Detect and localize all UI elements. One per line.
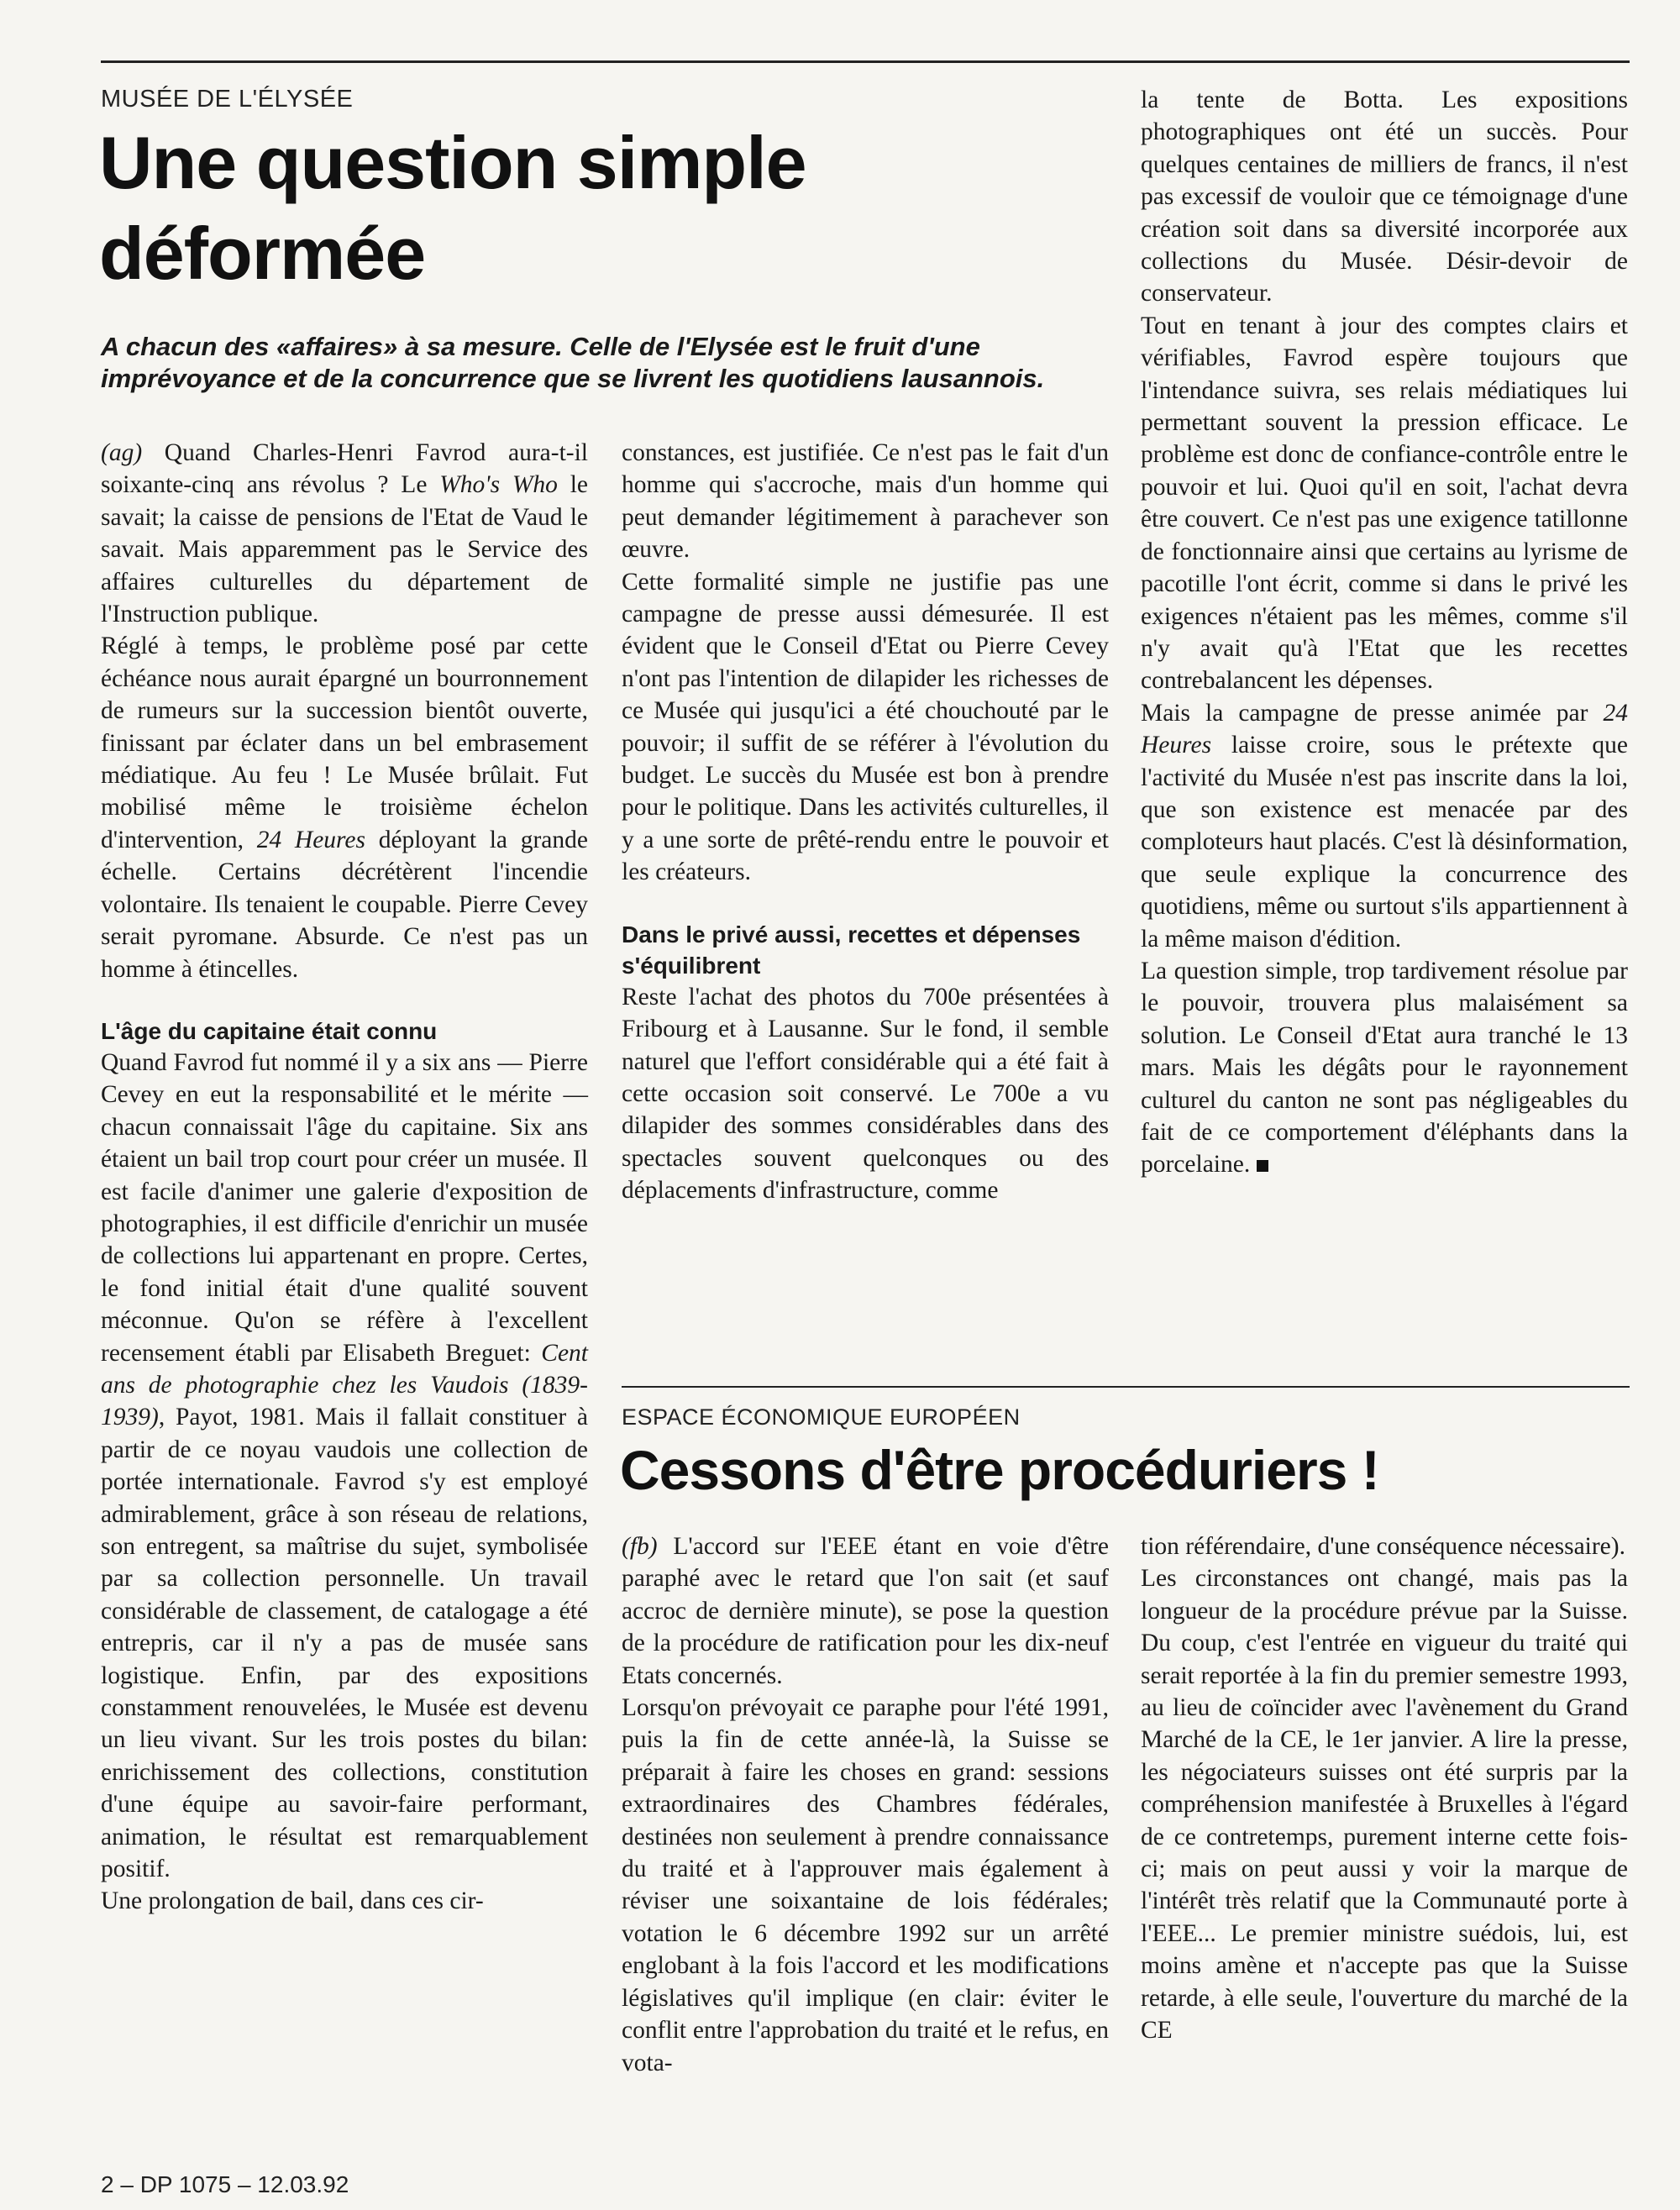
article2-title: Cessons d'être procéduriers !	[620, 1439, 1379, 1501]
text-run: Quand Favrod fut nommé il y a six ans — Pierre Cevey en eut la responsabilité et le mérite — chacun connaissait l'âge du capitaine. Six ans étaient un bail trop court pour créer un musée. Il est facile d'animer une galerie d'exposition de photographies, il est difficile d'enrichir un musée de collections lui appartenant en propre. Certes, le fond initial était d'une qualité souvent méconnue. Qu'on se réfère à l'excellent recensement établi par Elisabeth Breguet:	[101, 1048, 588, 1367]
article1-col3-paragraph-3	[1141, 697, 1628, 955]
text-run-italic: 24 Heures	[256, 826, 365, 853]
article2-col1-paragraph-2: Lorsqu'on prévoyait ce paraphe pour l'été 1991, puis la fin de cette année-là, la Suisse se préparait à faire les choses en grand: sessions extraordinaires des Chambres fédérales, destinées non seulement à prendre connaissance du traité et à l'approuver mais également à réviser une soixantaine de lois fédérales; votation le 6 décembre 1992 sur un arrêté englobant à la fois l'accord et les modifications législatives qu'il implique (en clair: éviter le conflit entre l'approbation du traité et le refus, en vota-	[622, 1694, 1109, 2076]
article1-col2-paragraph-2: Cette formalité simple ne justifie pas une campagne de presse aussi démesurée. Il est évident que le Conseil d'Etat ou Pierre Cevey n'ont pas l'intention de dilapider les richesses de ce Musée qui jusqu'ici a été chouchouté par le pouvoir; il suffit de se référer à l'évolution du budget. Le succès du Musée est bon à prendre pour le politique. Dans les activités culturelles, il y a une sorte de prêté-rendu entre le pouvoir et les créateurs.	[622, 568, 1109, 886]
text-run: laisse croire, sous le prétexte que l'activité du Musée n'est pas inscrite dans la loi, que son existence est menacée par des comploteurs haut placés. C'est là désinformation, que seule explique la concurrence des quotidiens, même ou surtout s'ils appartiennent à la même maison d'édition.	[1141, 732, 1628, 953]
text-run-italic: 24 Heures	[1141, 699, 1628, 759]
author-initials: (ag)	[101, 439, 143, 466]
text-run: L'accord sur l'EEE étant en voie d'être paraphé avec le retard que l'on sait (et sauf accroc de dernière minute), se pose la question de la procédure de ratification pour les dix-neuf Etats concernés.	[622, 1533, 1109, 1689]
article1-column-2	[622, 437, 1109, 1207]
article1-col1-paragraph-1	[101, 437, 588, 630]
article2-col1-paragraph-1	[622, 1530, 1109, 1692]
end-of-article-mark	[1257, 1160, 1268, 1172]
article1-column-1	[101, 437, 588, 1918]
article2-column-2	[1141, 1530, 1628, 2047]
article1-kicker: MUSÉE DE L'ÉLYSÉE	[101, 86, 354, 113]
text-run-italic: Cent ans de photographie chez les Vaudois (1839-1939)	[101, 1339, 588, 1431]
article1-col3-paragraph-1: la tente de Botta. Les expositions photographiques ont été un succès. Pour quelques centaines de milliers de francs, il n'est pas excessif de vouloir que ce témoignage d'une création soit dans sa diversité incorporée aux collections du Musée. Désir-devoir de conservateur.	[1141, 87, 1628, 307]
page-footer: 2 – DP 1075 – 12.03.92	[101, 2171, 349, 2197]
top-rule	[101, 60, 1630, 63]
article2-col2-paragraph-1: tion référendaire, d'une conséquence nécessaire).	[1141, 1533, 1625, 1560]
article1-col3-paragraph-2: Tout en tenant à jour des comptes clairs et vérifiables, Favrod espère toujours que l'intendance suivra, ses relais médiatiques lui permettant souvent la pression efficace. Le problème est donc de confiance-contrôle entre le pouvoir et lui. Quoi qu'il en soit, l'achat devra être couvert. Ce n'est pas une exigence tatillonne de fonctionnaire ainsi que certains au lyrisme de pacotille l'ont écrit, comme si dans le privé les exigences n'étaient pas les mêmes, comme s'il n'y avait qu'à l'Etat que les recettes contrebalancent les dépenses.	[1141, 312, 1628, 695]
article2-kicker: ESPACE ÉCONOMIQUE EUROPÉEN	[622, 1404, 1021, 1430]
article-separator-rule	[622, 1386, 1630, 1388]
article1-col2-paragraph-3: Reste l'achat des photos du 700e présentées à Fribourg et à Lausanne. Sur le fond, il semble naturel que l'effort considérable qui a été fait à cette occasion soit conservé. Le 700e a vu dilapider des sommes considérables dans des spectacles souvent quelconques ou des déplacements d'infrastructure, comme	[622, 983, 1109, 1205]
text-run: le savait; la caisse de pensions de l'Etat de Vaud le savait. Mais apparemment pas le Service des affaires culturelles du département de l'Instruction publique.	[101, 471, 588, 628]
article1-subhead-2: Dans le privé aussi, recettes et dépenses s'équilibrent	[622, 921, 1081, 979]
article1-title-line2: déformée	[99, 212, 426, 295]
article1-col1-paragraph-3	[101, 1047, 588, 1886]
text-run-italic: Who's Who	[439, 471, 558, 499]
text-run: Quand Charles-Henri Favrod aura-t-il soixante-cinq ans révolus ? Le	[101, 439, 588, 499]
article1-lede: A chacun des «affaires» à sa mesure. Celle de l'Elysée est le fruit d'une imprévoyance et de la concurrence que se livrent les quotidiens lausannois.	[101, 332, 1045, 393]
article1-col1-paragraph-2	[101, 630, 588, 984]
article1-title-line1: Une question simple	[99, 121, 806, 204]
article1-title	[99, 118, 806, 299]
text-run: Réglé à temps, le problème posé par cette échéance nous aurait épargné un bourronnement de rumeurs sur la succession bientôt ouverte, finissant par éclater dans un bel embrasement médiatique. Au feu ! Le Musée brûlait. Fut mobilisé même le troisième échelon d'intervention,	[101, 633, 588, 853]
author-initials: (fb)	[622, 1533, 658, 1560]
text-run: , Payot, 1981. Mais il fallait constituer à partir de ce noyau vaudois une collection de portée internationale. Favrod s'y est employé admirablement, grâce à son réseau de relations, son entregent, sa maîtrise du sujet, symbolisée par sa collection personnelle. Un travail considérable de classement, de catalogage a été entrepris, car il n'y a pas de musée sans logistique. Enfin, par des expositions constamment renouvelées, le Musée est devenu un lieu vivant. Sur les trois postes du bilan: enrichissement des collections, constitution d'une équipe au savoir-faire performant, animation, le résultat est remarquablement positif.	[101, 1404, 588, 1883]
article1-col2-paragraph-1: constances, est justifiée. Ce n'est pas le fait d'un homme qui s'accroche, mais d'un homme qui peut demander légitimement à parachever son œuvre.	[622, 439, 1109, 564]
article1-subhead-1: L'âge du capitaine était connu	[101, 1017, 438, 1044]
text-run: Mais la campagne de presse animée par	[1141, 699, 1604, 727]
article2-col2-paragraph-2: Les circonstances ont changé, mais pas la longueur de la procédure prévue par la Suisse. Du coup, c'est l'entrée en vigueur du traité qui serait reportée à la fin du premier semestre 1993, au lieu de coïncider avec l'avènement du Grand Marché de la CE, le 1er janvier. A lire la presse, les négociateurs suisses ont été surpris par la compréhension manifestée à Bruxelles à l'égard de ce contretemps, purement interne cette fois-ci; mais on peut aussi y voir la marque de l'intérêt très relatif que la Communauté porte à l'EEE... Le premier ministre suédois, lui, est moins amène et n'accepte pas que la Suisse retarde, à elle seule, l'ouverture du marché de la CE	[1141, 1565, 1628, 2045]
text-run: La question simple, trop tardivement résolue par le pouvoir, trouvera plus malaisément sa solution. Le Conseil d'Etat aura tranché le 13 mars. Mais les dégâts pour le rayonnement culturel du canton ne sont pas négligeables du fait de ce comportement d'éléphants dans la porcelaine.	[1141, 957, 1628, 1178]
text-run: déployant la grande échelle. Certains décrétèrent l'incendie volontaire. Ils tenaient le coupable. Pierre Cevey serait pyromane. Absurde. Ce n'est pas un homme à étincelles.	[101, 826, 588, 983]
article2-column-1	[622, 1530, 1109, 2079]
article1-column-3	[1141, 84, 1628, 1181]
article1-col3-paragraph-4	[1141, 955, 1628, 1181]
article1-col1-paragraph-4: Une prolongation de bail, dans ces cir-	[101, 1887, 484, 1915]
